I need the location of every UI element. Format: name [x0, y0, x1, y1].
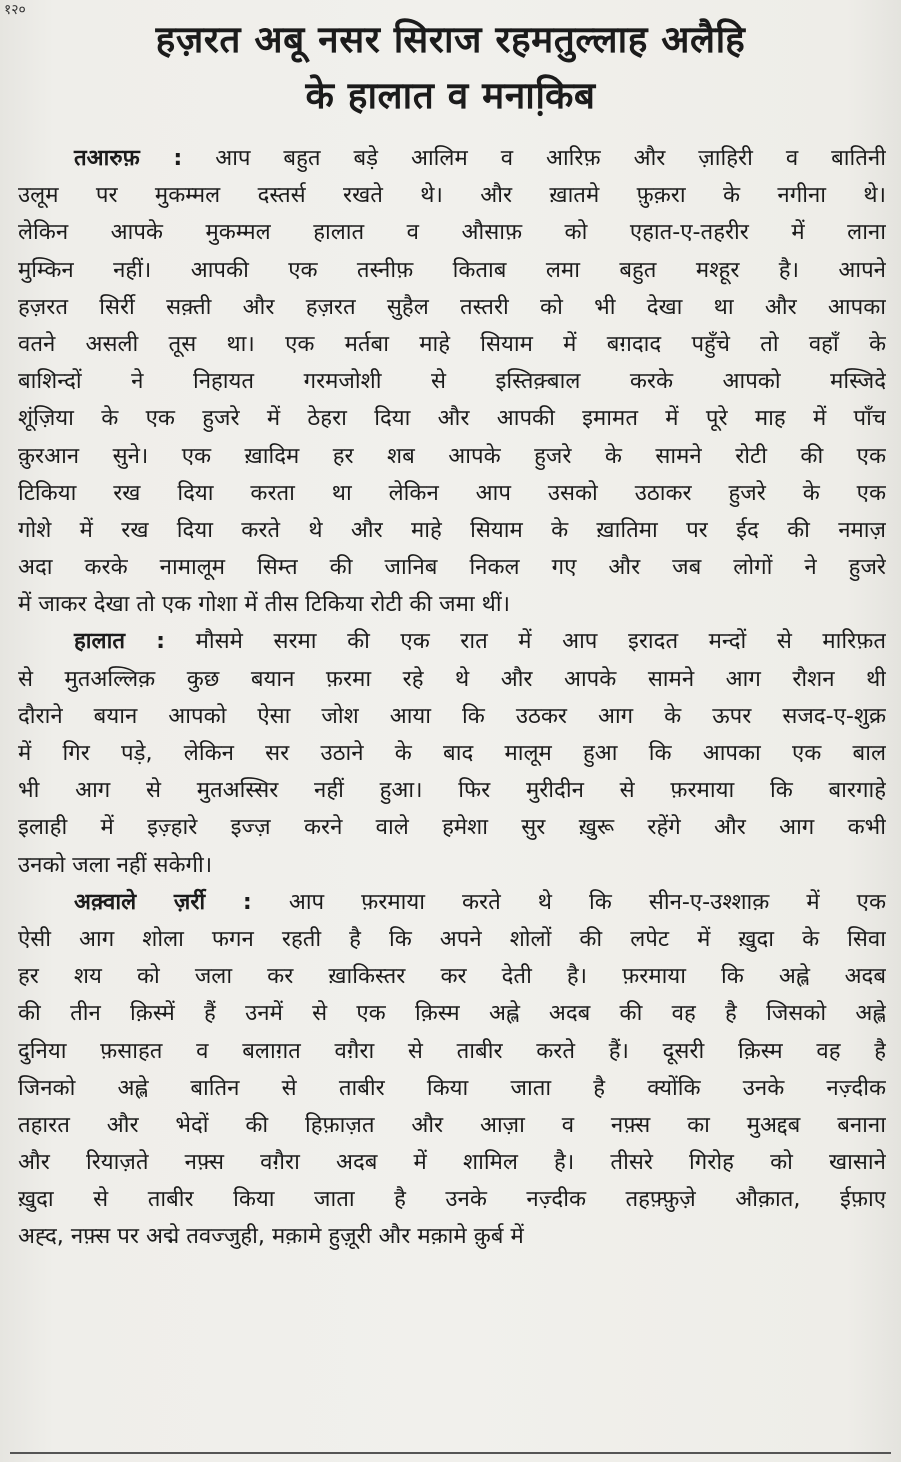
title-line-2: के हालात व मनाकि़ब — [305, 74, 596, 117]
article-body — [18, 140, 886, 1256]
paragraph-line — [18, 438, 886, 475]
line-text: हज़रत सिर्री सक़्ती और हज़रत सुहैल तस्तरी को भी देखा था और आपका — [18, 293, 886, 320]
page-number: १२० — [4, 2, 26, 18]
line-text: मुम्किन नहीं। आपकी एक तस्नीफ़ किताब लमा बहुत मश्हूर है। आपने — [18, 256, 886, 283]
line-text: में जाकर देखा तो एक गोशा में तीस टिकिया रोटी की जमा थीं। — [18, 591, 511, 618]
paragraph-line — [18, 512, 886, 549]
paragraph-line — [18, 549, 886, 586]
paragraph-line — [18, 698, 886, 735]
bottom-divider — [10, 1452, 891, 1454]
paragraph-line — [18, 586, 886, 623]
section-label: हालात : — [74, 628, 166, 655]
paragraph-line — [18, 995, 886, 1032]
paragraph-line — [18, 1144, 886, 1181]
line-text: मौसमे सरमा की एक रात में आप इरादत मन्दों से मारिफ़त — [195, 628, 886, 655]
paragraph-line — [18, 326, 886, 363]
page-title — [20, 12, 881, 124]
line-text: उनको जला नहीं सकेगी। — [18, 851, 213, 878]
line-text: वतने असली तूस था। एक मर्तबा माहे सियाम में बग़दाद पहुँचे तो वहाँ के — [18, 330, 886, 357]
paragraph-line — [18, 1181, 886, 1218]
paragraph-line — [18, 661, 886, 698]
paragraph-line — [18, 847, 886, 884]
line-text: शूंज़िया के एक हुजरे में ठेहरा दिया और आपकी इमामत में पूरे माह में पाँच — [18, 405, 886, 432]
paragraph-line — [18, 1107, 886, 1144]
paragraph-line — [18, 289, 886, 326]
line-text: से मुतअल्लिक़ कुछ बयान फ़रमा रहे थे और आपके सामने आग रौशन थी — [18, 665, 886, 692]
line-text: इलाही में इज़्हारे इज्ज़ करने वाले हमेशा सुर ख़ुरू रहेंगे और आग कभी — [18, 814, 886, 841]
line-text: दौराने बयान आपको ऐसा जोश आया कि उठकर आग के ऊपर सजद-ए-शुक्र — [18, 702, 886, 729]
section-label: तआरुफ़ : — [74, 145, 183, 171]
line-text: आप बहुत बड़े आलिम व आरिफ़ और ज़ाहिरी व बातिनी — [215, 145, 886, 171]
paragraph-line — [18, 1218, 886, 1255]
paragraph-line — [18, 1033, 886, 1070]
paragraph-line — [18, 475, 886, 512]
paragraph-line — [18, 772, 886, 809]
line-text: उलूम पर मुकम्मल दस्तर्स रखते थे। और ख़ातमे फ़ुक़रा के नगीना थे। — [18, 182, 886, 209]
line-text: की तीन क़िस्में हैं उनमें से एक क़िस्म अह्ले अदब की वह है जिसको अह्ले — [18, 1000, 886, 1027]
line-text: तहारत और भेदों की हिफ़ाज़त और आज़ा व नफ़्स का मुअद्दब बनाना — [18, 1111, 886, 1138]
line-text: हर शय को जला कर ख़ाकिस्तर कर देती है। फ़रमाया कि अह्ले अदब — [18, 963, 886, 990]
paragraph-line — [18, 735, 886, 772]
paragraph-line — [18, 252, 886, 289]
line-text: क़ुरआन सुने। एक ख़ादिम हर शब आपके हुजरे के सामने रोटी की एक — [18, 442, 886, 469]
line-text: अह्द, नफ़्स पर अद्मे तवज्जुही, मक़ामे हुज़ूरी और मक़ामे क़ुर्ब में — [18, 1223, 524, 1250]
line-text: अदा करके नामालूम सिम्त की जानिब निकल गए और जब लोगों ने हुजरे — [18, 554, 886, 581]
paragraph-first-line — [18, 884, 886, 921]
paragraph-first-line — [18, 140, 886, 177]
line-text: टिकिया रख दिया करता था लेकिन आप उसको उठाकर हुजरे के एक — [18, 479, 886, 506]
line-text: बाशिन्दों ने निहायत गरमजोशी से इस्तिक़्बाल करके आपको मस्जिदे — [18, 368, 886, 395]
section-label: अक़्वाले ज़र्री : — [74, 888, 252, 915]
line-text: में गिर पड़े, लेकिन सर उठाने के बाद मालूम हुआ कि आपका एक बाल — [18, 740, 886, 766]
paragraph-line — [18, 809, 886, 846]
title-line-1: हज़रत अबू नसर सिराज रहमतुल्लाह अलैहि — [155, 18, 746, 61]
line-text: जिनको अह्ले बातिन से ताबीर किया जाता है क्योंकि उनके नज़्दीक — [18, 1074, 886, 1101]
paragraph-line — [18, 921, 886, 958]
paragraph-first-line — [18, 623, 886, 660]
paragraph-line — [18, 177, 886, 214]
line-text: और रियाज़ते नफ़्स वग़ैरा अदब में शामिल है। तीसरे गिरोह को खासाने — [18, 1149, 886, 1176]
line-text: गोशे में रख दिया करते थे और माहे सियाम के ख़ातिमा पर ईद की नमाज़ — [18, 516, 886, 543]
line-text: दुनिया फ़साहत व बलाग़त वग़ैरा से ताबीर करते हैं। दूसरी क़िस्म वह है — [18, 1037, 886, 1064]
line-text: भी आग से मुतअस्सिर नहीं हुआ। फिर मुरीदीन से फ़रमाया कि बारगाहे — [18, 777, 886, 804]
paragraph-line — [18, 1070, 886, 1107]
line-text: ख़ुदा से ताबीर किया जाता है उनके नज़्दीक तहफ़्फ़ुज़े औक़ात, ईफ़ाए — [18, 1186, 886, 1213]
line-text: ऐसी आग शोला फगन रहती है कि अपने शोलों की लपेट में ख़ुदा के सिवा — [18, 925, 886, 952]
paragraph-line — [18, 363, 886, 400]
paragraph-line — [18, 214, 886, 251]
paragraph-line — [18, 958, 886, 995]
line-text: लेकिन आपके मुकम्मल हालात व औसाफ़ को एहात-ए-तहरीर में लाना — [18, 219, 886, 246]
paragraph-line — [18, 400, 886, 437]
line-text: आप फ़रमाया करते थे कि सीन-ए-उश्शाक़ में एक — [288, 888, 886, 915]
